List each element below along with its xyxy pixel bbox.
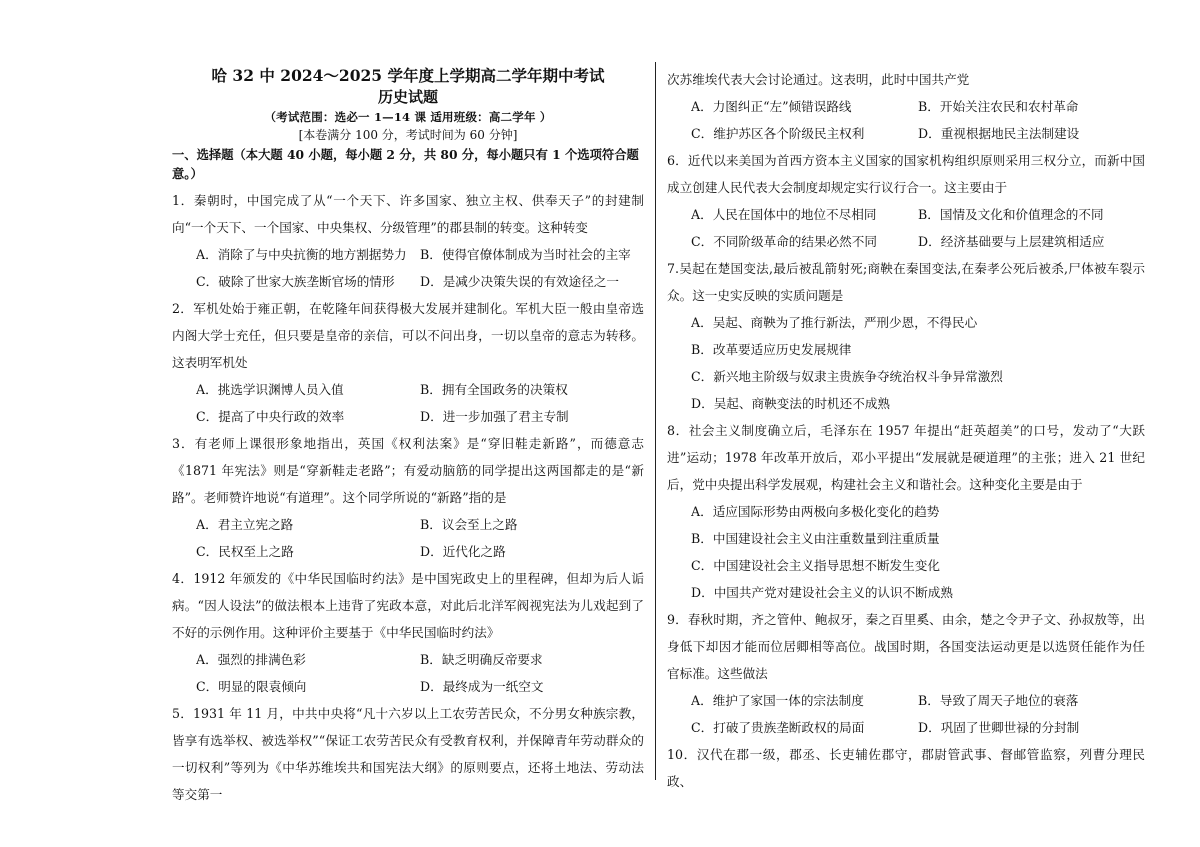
question-item [172,430,644,565]
option-group [172,241,644,295]
option-group [172,646,644,700]
answer-option: D．进一步加强了君主专制 [420,409,569,424]
answer-option: B．缺乏明确反帝要求 [420,652,543,667]
question-stem: 3．有老师上课很形象地指出，英国《权利法案》是“穿旧鞋走新路”，而德意志《1871 年宪法》则是“穿新鞋走老路”；有爱动脑筋的同学提出这两国都走的是“新路”。老师赞许地说“有道理”。这个同学所说的“新路”指的是 [172,436,644,505]
answer-option: A．消除了与中央抗衡的地方割据势力 [196,247,407,262]
answer-option: C．打破了贵族垄断政权的局面 [691,720,865,735]
answer-option: B．使得官僚体制成为当时社会的主宰 [420,247,631,262]
answer-option: B．议会至上之路 [420,517,518,532]
option-group [667,309,1145,417]
answer-option: C．明显的限袁倾向 [196,679,307,694]
option-group [667,93,1145,147]
left-question-list [172,187,644,808]
answer-option: B．开始关注农民和农村革命 [918,99,1079,114]
right-question-list [667,66,1145,795]
answer-option: B．中国建设社会主义由注重数量到注重质量 [691,531,940,546]
question-item [667,255,1145,417]
answer-option: C．提高了中央行政的效率 [196,409,345,424]
section-heading: 一、选择题（本大题 40 小题，每小题 2 分，共 80 分，每小题只有 1 个选项符合题意。） [172,147,639,181]
exam-scope: （考试范围：选必一 1—14 课 适用班级：高二学年 ） [264,110,552,124]
answer-option: D．经济基础要与上层建筑相适应 [918,234,1105,249]
question-stem: 9．春秋时期，齐之管仲、鲍叔牙，秦之百里奚、由余，楚之令尹子文、孙叔敖等，出身低下却因才能而位居卿相等高位。战国时期，各国变法运动更是以选贤任能作为任官标准。这些做法 [667,612,1145,681]
question-stem: 6．近代以来美国为首西方资本主义国家的国家机构组织原则采用三权分立，而新中国成立创建人民代表大会制度却规定实行议行合一。这主要由于 [667,153,1145,195]
answer-option: C．民权至上之路 [196,544,294,559]
exam-title: 哈 32 中 2024～2025 学年度上学期高二学年期中考试 [211,66,605,85]
column-divider [655,62,656,780]
option-group [172,376,644,430]
question-stem: 10．汉代在郡一级，郡丞、长吏辅佐郡守，郡尉管武事、督邮管监察，列曹分理民政、 [667,747,1145,789]
option-group [172,511,644,565]
answer-option: A．适应国际形势由两极向多极化变化的趋势 [691,504,940,519]
answer-option: A．强烈的排满色彩 [196,652,306,667]
answer-option: C．破除了世家大族垄断官场的情形 [196,274,395,289]
question-item [172,295,644,430]
answer-option: C．新兴地主阶级与奴隶主贵族争夺统治权斗争异常激烈 [691,369,1003,384]
answer-option: A．吴起、商鞅为了推行新法，严刑少恩，不得民心 [691,315,978,330]
option-group [667,201,1145,255]
answer-option: D．是减少决策失误的有效途径之一 [420,274,620,289]
question-stem: 7.吴起在楚国变法,最后被乱箭射死;商鞅在秦国变法,在秦孝公死后被杀,尸体被车裂示众。这一史实反映的实质问题是 [667,261,1145,303]
exam-note: [本卷满分 100 分，考试时间为 60 分钟] [298,128,518,142]
answer-option: A．力图纠正“左”倾错误路线 [691,99,852,114]
question-item [667,66,1145,147]
question-item [667,741,1145,795]
question-stem: 4．1912 年颁发的《中华民国临时约法》是中国宪政史上的里程碑，但却为后人诟病。“因人设法”的做法根本上违背了宪政本意，对此后北洋军阀视宪法为儿戏起到了不好的示例作用。这种评价主要基于《中华民国临时约法》 [172,571,644,640]
option-group [667,498,1145,606]
question-stem: 1．秦朝时，中国完成了从“一个天下、许多国家、独立主权、供奉天子”的封建制向“一个天下、一个国家、中央集权、分级管理”的郡县制的转变。这种转变 [172,193,644,235]
right-column [667,66,1145,795]
option-group [667,687,1145,741]
answer-option: B．拥有全国政务的决策权 [420,382,568,397]
answer-option: B．国情及文化和价值理念的不同 [918,207,1104,222]
answer-option: A．人民在国体中的地位不尽相同 [691,207,877,222]
question-stem: 次苏维埃代表大会讨论通过。这表明，此时中国共产党 [667,72,970,87]
question-item [667,147,1145,255]
exam-subtitle: 历史试题 [377,88,438,106]
question-item [172,565,644,700]
answer-option: D．最终成为一纸空文 [420,679,544,694]
answer-option: A．维护了家国一体的宗法制度 [691,693,864,708]
answer-option: C．维护苏区各个阶级民主权利 [691,126,865,141]
answer-option: D．重视根据地民主法制建设 [918,126,1080,141]
answer-option: B．改革要适应历史发展规律 [691,342,852,357]
answer-option: D．巩固了世卿世禄的分封制 [918,720,1080,735]
answer-option: B．导致了周天子地位的衰落 [918,693,1079,708]
answer-option: A．君主立宪之路 [196,517,294,532]
question-stem: 2．军机处始于雍正朝，在乾隆年间获得极大发展并建制化。军机大臣一般由皇帝选内阁大学士充任，但只要是皇帝的亲信，可以不问出身，一切以皇帝的意志为转移。这表明军机处 [172,301,644,370]
question-item [172,187,644,295]
question-item [667,606,1145,741]
question-stem: 8．社会主义制度确立后，毛泽东在 1957 年提出“赶英超美”的口号，发动了“大跃进”运动；1978 年改革开放后，邓小平提出“发展就是硬道理”的主张；进入 21 世纪后，党中央提出科学发展观，构建社会主义和谐社会。这种变化主要是由于 [667,423,1145,492]
question-item [667,417,1145,606]
answer-option: A．挑选学识渊博人员入值 [196,382,344,397]
answer-option: C．不同阶级革命的结果必然不同 [691,234,877,249]
left-column [172,66,644,808]
answer-option: D．吴起、商鞅变法的时机还不成熟 [691,396,891,411]
question-stem: 5．1931 年 11 月，中共中央将“凡十六岁以上工农劳苦民众，不分男女种族宗教，皆享有选举权、被选举权”“保证工农劳苦民众有受教育权利，并保障青年劳动群众的一切权利”等列为《中华苏维埃共和国宪法大纲》的原则要点，还将土地法、劳动法等交第一 [172,706,644,802]
answer-option: D．中国共产党对建设社会主义的认识不断成熟 [691,585,953,600]
question-item [172,700,644,808]
answer-option: C．中国建设社会主义指导思想不断发生变化 [691,558,940,573]
answer-option: D．近代化之路 [420,544,506,559]
